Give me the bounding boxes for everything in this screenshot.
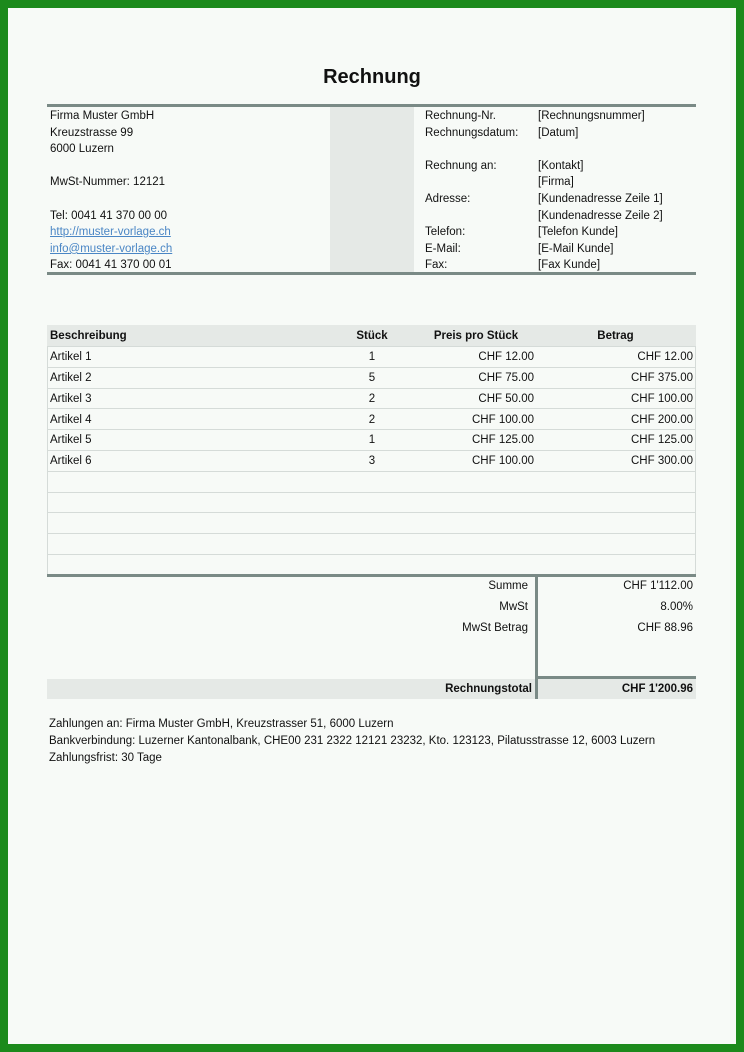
item-unit-price: CHF 125.00: [471, 434, 534, 446]
footer-payment-terms: Zahlungsfrist: 30 Tage: [49, 752, 162, 764]
table-gridline: [47, 408, 696, 409]
table-gridline: [47, 554, 696, 555]
invoice-number-value: [Rechnungsnummer]: [538, 110, 645, 122]
item-description: Artikel 4: [50, 414, 92, 426]
table-gridline: [47, 471, 696, 472]
vat-rate-value: 8.00%: [660, 601, 693, 613]
item-description: Artikel 2: [50, 372, 92, 384]
fax-label: Fax:: [425, 259, 448, 272]
customer-contact: [Kontakt]: [538, 159, 584, 172]
customer-address-line1: [Kundenadresse Zeile 1]: [538, 193, 663, 205]
item-unit-price: CHF 75.00: [478, 372, 534, 384]
invoice-number-label: Rechnung-Nr.: [425, 110, 496, 122]
invoice-to-label: Rechnung an:: [425, 159, 497, 172]
customer-company: [Firma]: [538, 176, 574, 189]
col-header-quantity: Stück: [356, 330, 388, 342]
sender-street: Kreuzstrasse 99: [50, 126, 134, 139]
col-header-description: Beschreibung: [50, 330, 127, 342]
footer-bank-details: Bankverbindung: Luzerner Kantonalbank, CHE00 231 2322 12121 23232, Kto. 123123, Pilatusstrasse 12, 6003 Luzern: [49, 735, 656, 747]
item-description: Artikel 5: [50, 434, 92, 446]
total-label: Rechnungstotal: [445, 683, 532, 695]
vat-rate-label: MwSt: [499, 601, 528, 613]
table-gridline: [47, 367, 696, 368]
table-gridline: [47, 492, 696, 493]
sender-city: 6000 Luzern: [50, 143, 114, 156]
phone-label: Telefon:: [425, 226, 466, 239]
totals-top-rule: [47, 574, 696, 577]
vat-amount-label: MwSt Betrag: [462, 622, 528, 634]
sum-value: CHF 1'112.00: [623, 580, 693, 592]
sender-company: Firma Muster GmbH: [50, 110, 155, 122]
email-label: E-Mail:: [425, 242, 461, 255]
item-description: Artikel 3: [50, 393, 92, 405]
address-label: Adresse:: [425, 193, 471, 205]
item-quantity: 5: [368, 372, 376, 384]
customer-address-line2: [Kundenadresse Zeile 2]: [538, 209, 663, 222]
header-bottom-rule: [47, 272, 696, 275]
item-amount: CHF 200.00: [630, 414, 693, 426]
table-gridline: [47, 450, 696, 451]
sender-fax: Fax: 0041 41 370 00 01: [50, 259, 172, 272]
item-unit-price: CHF 100.00: [471, 414, 534, 426]
col-header-unit-price: Preis pro Stück: [433, 330, 519, 342]
item-amount: CHF 300.00: [630, 455, 693, 467]
item-unit-price: CHF 50.00: [478, 393, 534, 405]
customer-phone: [Telefon Kunde]: [538, 226, 618, 239]
col-header-amount: Betrag: [597, 330, 634, 342]
header-shaded-column: [330, 107, 414, 273]
table-gridline: [47, 512, 696, 513]
item-amount: CHF 100.00: [630, 393, 693, 405]
sender-website-link[interactable]: http://muster-vorlage.ch: [50, 226, 171, 239]
customer-fax: [Fax Kunde]: [538, 259, 601, 272]
invoice-date-label: Rechnungsdatum:: [425, 126, 519, 139]
item-amount: CHF 125.00: [630, 434, 693, 446]
item-description: Artikel 1: [50, 351, 92, 363]
invoice-date-value: [Datum]: [538, 126, 579, 139]
item-quantity: 2: [368, 393, 376, 405]
table-gridline: [47, 346, 696, 347]
item-amount: CHF 375.00: [630, 372, 693, 384]
customer-email: [E-Mail Kunde]: [538, 242, 614, 255]
item-description: Artikel 6: [50, 455, 92, 467]
item-unit-price: CHF 12.00: [478, 351, 534, 363]
table-gridline: [47, 429, 696, 430]
page-title: Rechnung: [323, 66, 421, 88]
sender-phone: Tel: 0041 41 370 00 00: [50, 209, 168, 222]
table-gridline: [47, 388, 696, 389]
item-quantity: 2: [368, 414, 376, 426]
footer-payment-to: Zahlungen an: Firma Muster GmbH, Kreuzstrasser 51, 6000 Luzern: [49, 718, 394, 730]
sender-vat-number: MwSt-Nummer: 12121: [50, 176, 166, 189]
item-amount: CHF 12.00: [637, 351, 693, 363]
item-quantity: 1: [368, 434, 376, 446]
sender-email-link[interactable]: info@muster-vorlage.ch: [50, 242, 173, 255]
table-gridline: [47, 533, 696, 534]
sum-label: Summe: [488, 580, 528, 592]
total-value: CHF 1'200.96: [621, 683, 693, 695]
vat-amount-value: CHF 88.96: [637, 622, 693, 634]
item-quantity: 3: [368, 455, 376, 467]
item-unit-price: CHF 100.00: [471, 455, 534, 467]
invoice-page: [8, 8, 736, 1044]
item-quantity: 1: [368, 351, 376, 363]
